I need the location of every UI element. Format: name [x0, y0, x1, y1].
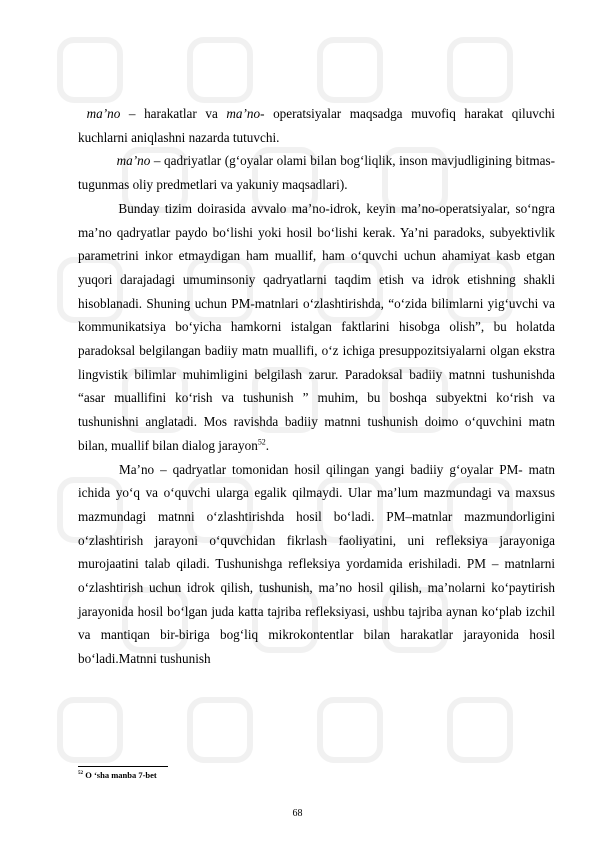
paragraph-1-lead: ma’no — [86, 106, 121, 121]
footnote-number: 52 — [78, 770, 84, 777]
paragraph-1 — [78, 102, 555, 149]
paragraph-4 — [78, 458, 555, 671]
page-number: 68 — [292, 808, 303, 819]
paragraph-1-text-a: – harakatlar va — [120, 106, 227, 121]
paragraph-4-text: Ma’no – qadryatlar tomonidan hosil qilingan yangi badiiy g‘oyalar PM- matn ichida yo‘q va o‘quvchi ularga egalik qilmaydi. Ular ma’lum mazmundagi va maxsus mazmundagi matnni o‘zlashtirishda hosil bo‘ladi. PM–matnlar mazmundorligini o‘zlashtirish jarayoni o‘quvchidan fikrlash faoliyatini, uni refleksiya jarayoniga murojaatini talab qiladi. Tushunishga refleksiya yordamida erishiladi. PM – matnlarni o‘zlashtirish uchun idrok qilish, tushunish, ma’no hosil qilish, ma’nolarni ko‘paytirish jarayonida hosil bo‘lgan juda katta tajriba refleksiyasi, ushbu tajriba aynan ko‘plab izchil va mantiqan bir-biriga bog‘liq mikrokontentlar bilan harakatlar jarayonida hosil bo‘ladi.Matnni tushunish — [78, 461, 556, 667]
paragraph-3 — [78, 197, 555, 458]
footnote-reference[interactable]: 52 — [257, 437, 266, 447]
paragraph-2 — [78, 149, 555, 196]
body-text — [78, 102, 555, 671]
paragraph-2-text: – qadriyatlar (g‘oyalar olami bilan bog‘liqlik, inson mavjudligining bitmas-tugunmas oliy predmetlari va yakuniy maqsadlari). — [78, 153, 555, 193]
paragraph-3-tail: . — [265, 437, 270, 453]
footnote-text: O ‘sha manba 7-bet — [83, 770, 157, 780]
footnote-divider — [78, 766, 168, 767]
paragraph-2-lead: ma’no — [116, 153, 151, 169]
paragraph-1-text-b: operatsiyalar maqsadga muvofiq harakat qiluvchi kuchlarni aniqlashni nazarda tutuvchi. — [78, 106, 555, 145]
footnote — [78, 769, 157, 781]
paragraph-1-mid: ma’no- — [226, 106, 265, 121]
paragraph-3-text: Bunday tizim doirasida avvalo ma’no-idrok, keyin ma’no-operatsiyalar, so‘ngra ma’no qadryatlar paydo bo‘lishi yoki hosil bo‘lishi kerak. Ya’ni paradoks, subyektivlik parametrini inkor etmaydigan ham muallif, ham o‘quvchi uchun ahamiyat kasb etgan yuqori darajadagi umuminsoniy qadryatlarni taqdim etish va idrok etishning shakli hisoblanadi. Shuning uchun PM-matnlari o‘zlashtirishda, “o‘zida bilimlarni yig‘uvchi va kommunikatsiya bo‘yicha hamkorni istalgan faktlarini hisobga olish”, bu holatda paradoksal belgilangan badiiy matn muallifi, o‘z ichiga presuppozitsiyalarni olgan ekstra lingvistik bilimlar muhimligini belgilash zarur. Paradoksal badiiy matnni tushunishda “asar muallifini ko‘rish va tushunish ” muhim, bu boshqa subyektni ko‘rish va tushunishni anglatadi. Mos ravishda badiiy matnni tushunish doimo o‘quvchini matn bilan, muallif bilan dialog jarayon — [78, 200, 555, 453]
